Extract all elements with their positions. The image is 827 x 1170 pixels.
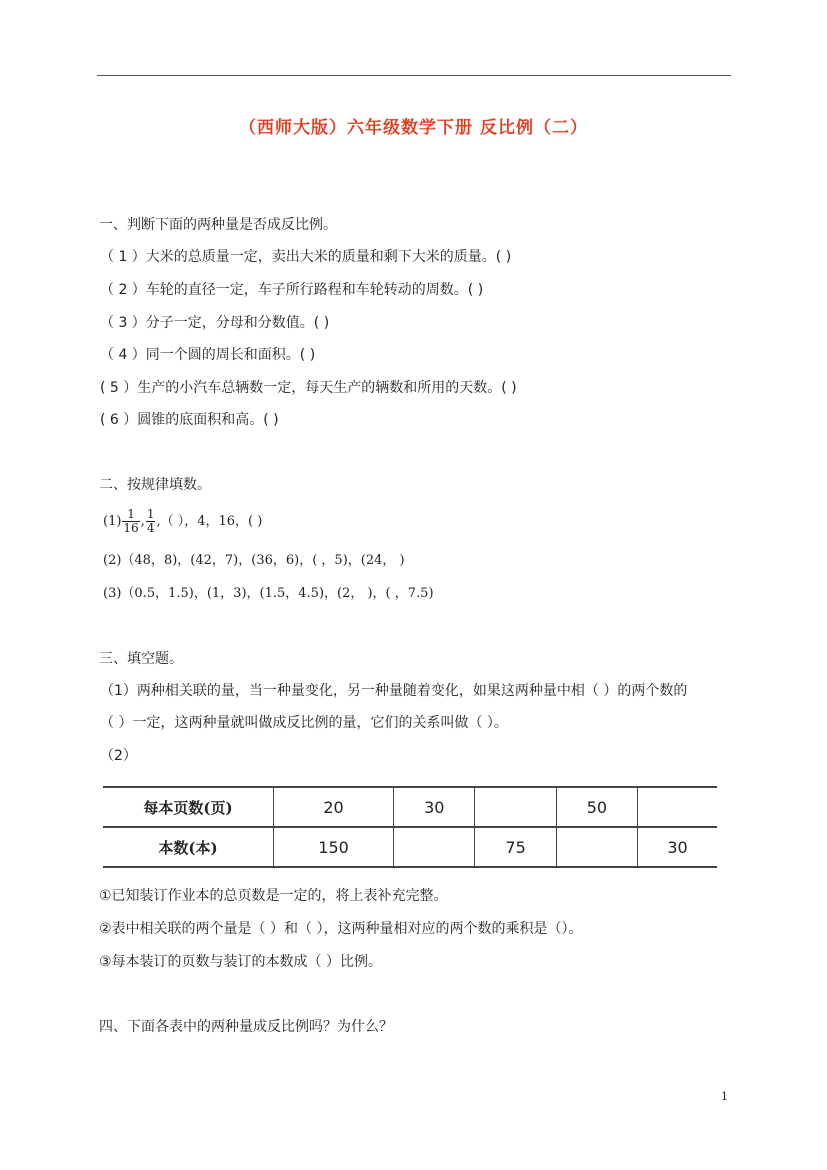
fraction-1-16: $\frac{1}{16}$ — [123, 507, 139, 535]
section3-q2-label: （2） — [100, 748, 137, 764]
table-row — [103, 787, 717, 827]
section3-q1-line1: （1）两种相关联的量，当一种量变化，另一种量随着变化，如果这两种量中相（ ）的两个数的 — [100, 683, 688, 699]
header-rule — [97, 75, 731, 76]
q1-prefix: (1) — [103, 514, 122, 529]
section2-question-2: (2)（48，8)，(42，7)，(36，6)，( ，5)，(24， ) — [103, 553, 405, 568]
section1-item-2: （ 2 ）车轮的直径一定，车子所行路程和车轮转动的周数。( ) — [100, 282, 484, 298]
section2-question-3: (3)（0.5，1.5)，(1，3)，(1.5，4.5)，(2， )，( ，7.5) — [103, 586, 434, 601]
table-cell — [556, 827, 637, 867]
section4-heading: 四、下面各表中的两种量成反比例吗？为什么？ — [99, 1019, 393, 1035]
page-number: 1 — [721, 1090, 728, 1103]
section3-sub2: ②表中相关联的两个量是（ ）和（ ），这两种量相对应的两个数的乘积是（）。 — [99, 921, 583, 937]
section1-item-5: ( 5 ）生产的小汽车总辆数一定，每天生产的辆数和所用的天数。( ) — [100, 380, 517, 396]
table-cell: 本数(本) — [103, 827, 274, 867]
section3-heading: 三、填空题。 — [99, 651, 183, 667]
section2-question-1: (1) $\frac{1}{16}$ , $\frac{1}{4}$ ,（ ），4，16，( ) — [103, 507, 263, 535]
table-cell: 每本页数(页) — [103, 787, 274, 827]
section1-heading: 一、判断下面的两种量是否成反比例。 — [99, 217, 337, 233]
section3-sub1: ①已知装订作业本的总页数是一定的，将上表补充完整。 — [99, 888, 448, 904]
page-title: （西师大版）六年级数学下册 反比例（二） — [239, 118, 588, 138]
table-cell: 30 — [638, 827, 717, 867]
table-cell: 75 — [475, 827, 556, 867]
table-row — [103, 827, 717, 867]
section2-heading: 二、按规律填数。 — [99, 477, 211, 493]
table-cell — [638, 787, 717, 827]
pages-books-table — [103, 786, 717, 868]
table-cell: 50 — [556, 787, 637, 827]
section1-item-3: （ 3 ）分子一定，分母和分数值。( ) — [100, 315, 330, 331]
section3-sub3: ③每本装订的页数与装订的本数成（ ）比例。 — [99, 954, 382, 970]
q1-rest: ,（ ），4，16，( ) — [156, 514, 263, 529]
section1-item-6: ( 6 ）圆锥的底面积和高。( ) — [100, 412, 279, 428]
section1-item-4: （ 4 ）同一个圆的周长和面积。( ) — [100, 347, 316, 363]
table-cell — [475, 787, 556, 827]
table-cell: 150 — [274, 827, 394, 867]
fraction-1-4: $\frac{1}{4}$ — [146, 507, 155, 535]
section3-q1-line2: （ ）一定，这两种量就叫做成反比例的量，它们的关系叫做（ ）。 — [100, 715, 508, 731]
table-cell: 20 — [274, 787, 394, 827]
table-cell — [394, 827, 475, 867]
section1-item-1: （ 1 ）大米的总质量一定，卖出大米的质量和剩下大米的质量。( ) — [100, 249, 512, 265]
table-cell: 30 — [394, 787, 475, 827]
